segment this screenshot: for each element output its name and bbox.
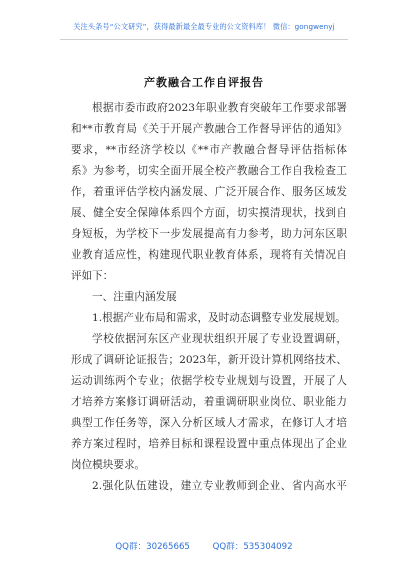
body-line: 业教育适应性，构建现代职业教育体系，现将有关情况自 (71, 249, 347, 261)
body-line: 要求，**市经济学校以《**市产教融合督导评估指标体 (71, 144, 347, 156)
body-line: 评如下： (71, 270, 114, 282)
body-line: 学校依据河东区产业现状组织开展了专业设置调研， (92, 333, 347, 345)
header-divider (60, 39, 348, 40)
header-banner: 关注头条号“公文研究”，获得最新最全最专业的公文资料库！ 微信：gongwenyj (73, 22, 335, 31)
body-line: 形成了调研论证报告；2023年，新开设计算机网络技术、 (71, 354, 347, 366)
footer-qq-group-2: QQ群：535304092 (212, 542, 293, 552)
body-line: 和**市教育局《关于开展产教融合工作督导评估的通知》 (71, 123, 347, 135)
body-line: 系》为参考，切实全面开展全校产教融合工作自我检查工 (71, 165, 347, 177)
document-body (71, 98, 347, 497)
document-title: 产教融合工作自评报告 (144, 76, 264, 89)
body-line: 养方案过程时，培养目标和课程设置中重点体现出了企业 (71, 438, 347, 450)
body-line: 身短板，为学校下一步发展提高有力参考，助力河东区职 (71, 228, 347, 240)
body-line: 展、健全安全保障体系四个方面，切实摸清现状，找到自 (71, 207, 347, 219)
body-line: 岗位模块要求。 (71, 459, 146, 471)
body-line: 运动训练两个专业；依据学校专业规划与设置，开展了人 (71, 375, 347, 387)
subsection-heading: 2.强化队伍建设，建立专业教师到企业、省内高水平 (92, 480, 347, 492)
body-line: 根据市委市政府2023年职业教育突破年工作要求部署 (92, 102, 347, 114)
footer-contact (0, 540, 408, 552)
subsection-heading: 1.根据产业布局和需求，及时动态调整专业发展规划。 (92, 312, 346, 324)
body-line: 作，着重评估学校内涵发展、广泛开展合作、服务区域发 (71, 186, 347, 198)
body-line: 才培养方案修订调研活动，着重调研职业岗位、职业能力 (71, 396, 347, 408)
footer-qq-group-1: QQ群：30265665 (115, 542, 190, 552)
body-line: 典型工作任务等，深入分析区域人才需求，在修订人才培 (71, 417, 347, 429)
section-heading: 一、注重内涵发展 (92, 291, 177, 303)
